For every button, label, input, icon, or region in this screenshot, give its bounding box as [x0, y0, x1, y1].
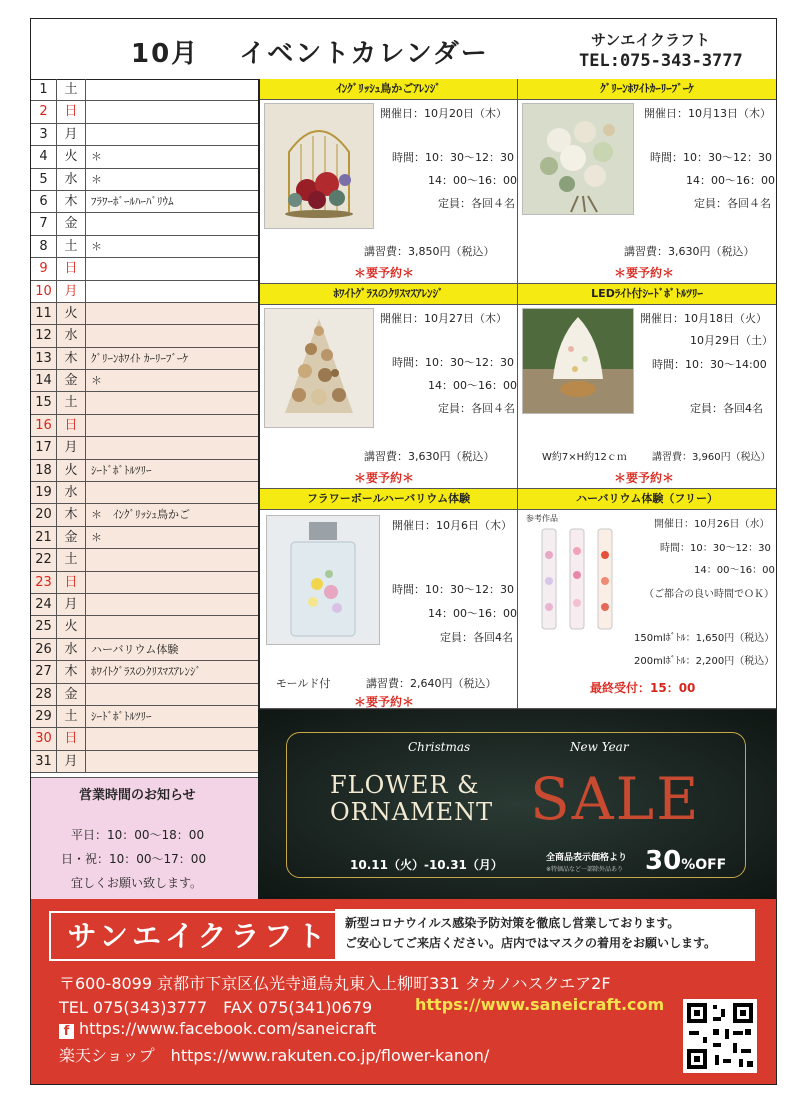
calendar-day: 5	[31, 169, 57, 190]
calendar-weekday: 木	[57, 348, 86, 369]
card-mold: モールド付	[276, 677, 331, 690]
calendar-day: 14	[31, 370, 57, 391]
calendar-weekday: 金	[57, 370, 86, 391]
led-tree-photo	[522, 308, 634, 414]
calendar-row	[31, 303, 258, 325]
event-card-english-birdcage	[260, 79, 518, 284]
calendar-day: 26	[31, 639, 57, 660]
card-fee: 講習費：3,630円（税込）	[624, 245, 755, 258]
xmas-tree-photo	[264, 308, 374, 428]
sale-line-2: ORNAMENT	[330, 798, 494, 826]
calendar-row	[31, 437, 258, 459]
calendar-weekday: 月	[57, 281, 86, 302]
card-title: フラワーボールハーバリウム体験	[260, 489, 517, 510]
calendar-row	[31, 661, 258, 683]
card-time-2: 14：00～16：00	[428, 607, 517, 620]
discount-number: 30	[645, 846, 682, 876]
footer-tel-fax: TEL 075(343)3777 FAX 075(341)0679	[59, 998, 373, 1017]
card-price-150: 150mlﾎﾞﾄﾙ：1,650円（税込）	[634, 633, 775, 644]
card-title: ハーバリウム体験（フリー）	[518, 489, 776, 510]
card-fee: 講習費：3,960円（税込）	[652, 452, 771, 463]
calendar-row	[31, 482, 258, 504]
card-date: 開催日：10月20日（木）	[380, 107, 507, 120]
card-date: 開催日：10月27日（木）	[380, 312, 507, 325]
calendar-day: 25	[31, 616, 57, 637]
calendar-day: 29	[31, 706, 57, 727]
sale-banner	[258, 709, 776, 900]
shop-footer	[31, 899, 776, 1084]
calendar-day: 23	[31, 572, 57, 593]
calendar-day: 7	[31, 213, 57, 234]
card-capacity: 定員：各回4名	[690, 402, 763, 415]
calendar-event: ﾌﾗﾜｰﾎﾞｰﾙﾊｰﾊﾞﾘｳﾑ	[91, 194, 174, 208]
calendar-row	[31, 728, 258, 750]
event-card-led-seed-bottle-tree	[518, 284, 776, 489]
card-title: ｸﾞﾘｰﾝﾎﾜｲﾄｶｰﾘｰﾌﾞｰｹ	[518, 79, 776, 100]
reservation-note: ＊要予約＊	[614, 266, 675, 280]
card-title: LEDﾗｲﾄ付ｼｰﾄﾞﾎﾞﾄﾙﾂﾘｰ	[518, 284, 776, 305]
calendar-day: 3	[31, 124, 57, 145]
calendar-weekday: 土	[57, 392, 86, 413]
calendar-weekday: 日	[57, 572, 86, 593]
website-link[interactable]: https://www.saneicraft.com	[415, 995, 665, 1014]
card-time-note: （ご都合の良い時間でＯＫ）	[644, 589, 774, 600]
sale-heading	[330, 772, 493, 826]
calendar-row	[31, 191, 258, 213]
business-hours-notice	[31, 777, 258, 901]
calendar-row	[31, 527, 258, 549]
calendar-weekday: 木	[57, 504, 86, 525]
discount-suffix: %OFF	[681, 857, 727, 873]
calendar-day: 13	[31, 348, 57, 369]
calendar-day: 24	[31, 594, 57, 615]
herbarium-bottles-photo	[526, 525, 630, 635]
calendar-row	[31, 549, 258, 571]
calendar-row	[31, 101, 258, 123]
page-title	[131, 33, 489, 70]
sale-new-year: New Year	[570, 740, 629, 754]
card-time-1: 時間：10：30～14:00	[652, 358, 767, 371]
event-flyer	[30, 18, 777, 1085]
calendar-day: 20	[31, 504, 57, 525]
calendar-weekday: 日	[57, 415, 86, 436]
sale-price-note: 全商品表示価格より	[546, 853, 628, 863]
calendar-weekday: 水	[57, 482, 86, 503]
calendar-row	[31, 706, 258, 728]
bouquet-photo	[522, 103, 634, 215]
sale-christmas: Christmas	[408, 740, 471, 754]
facebook-line[interactable]	[59, 1019, 376, 1039]
sale-dates: 10.11（火）-10.31（月）	[350, 858, 503, 872]
calendar-weekday: 金	[57, 527, 86, 548]
footer-shop-name: サンエイクラフト	[49, 911, 348, 961]
calendar-event: ｼｰﾄﾞﾎﾞﾄﾙﾂﾘｰ	[91, 709, 152, 723]
calendar-day: 12	[31, 325, 57, 346]
calendar-day: 1	[31, 79, 57, 100]
calendar-row	[31, 124, 258, 146]
calendar-row	[31, 236, 258, 258]
calendar-weekday: 月	[57, 124, 86, 145]
calendar-weekday: 水	[57, 639, 86, 660]
rakuten-link[interactable]: 楽天ショップ https://www.rakuten.co.jp/flower-kanon/	[59, 1046, 490, 1065]
hours-title: 営業時間のお知らせ	[79, 788, 196, 803]
calendar-row	[31, 348, 258, 370]
calendar-day: 11	[31, 303, 57, 324]
calendar-event: ＊	[91, 172, 102, 186]
calendar-event: ＊	[91, 239, 102, 253]
event-card-herbarium-free	[518, 489, 776, 709]
calendar-day: 6	[31, 191, 57, 212]
calendar-row	[31, 572, 258, 594]
calendar-day: 2	[31, 101, 57, 122]
calendar-row	[31, 392, 258, 414]
card-date: 開催日：10月6日（木）	[392, 519, 512, 532]
herbarium-cube-photo	[266, 515, 380, 645]
card-fee: 講習費：3,630円（税込）	[364, 450, 495, 463]
title-label: イベントカレンダー	[239, 39, 489, 69]
calendar-row	[31, 751, 258, 773]
calendar-event: ハーバリウム体験	[91, 642, 179, 656]
hours-weekday: 平日：10：00～18：00	[71, 828, 205, 842]
covid-notice	[335, 909, 755, 961]
calendar-event: ｸﾞﾘｰﾝﾎﾜｲﾄ ｶｰﾘｰﾌﾞｰｹ	[91, 351, 188, 365]
calendar-row	[31, 415, 258, 437]
calendar-day: 30	[31, 728, 57, 749]
reservation-note: ＊要予約＊	[354, 266, 415, 280]
calendar-event: ＊	[91, 374, 102, 388]
card-capacity: 定員：各回４名	[694, 197, 771, 210]
calendar-row	[31, 169, 258, 191]
notice-line-2: ご安心してご来店ください。店内ではマスクの着用をお願いします。	[345, 936, 717, 950]
calendar-row	[31, 79, 258, 101]
card-time-1: 時間：10：30～12：30	[660, 543, 771, 554]
notice-line-1: 新型コロナウイルス感染予防対策を徹底し営業しております。	[345, 916, 680, 930]
reservation-note: ＊要予約＊	[354, 471, 415, 485]
header-tel: TEL:075-343-3777	[579, 51, 743, 71]
calendar-weekday: 土	[57, 236, 86, 257]
calendar-day: 31	[31, 751, 57, 772]
calendar-day: 27	[31, 661, 57, 682]
calendar-weekday: 木	[57, 191, 86, 212]
card-capacity: 定員：各回４名	[438, 197, 515, 210]
calendar-weekday: 土	[57, 706, 86, 727]
event-card-flower-ball-herbarium	[260, 489, 518, 709]
calendar-row	[31, 594, 258, 616]
calendar-day: 4	[31, 146, 57, 167]
card-date-2: 10月29日（土）	[690, 334, 773, 347]
card-time-1: 時間：10：30～12：30	[392, 356, 514, 369]
reservation-note: ＊要予約＊	[614, 471, 675, 485]
card-date: 開催日：10月18日（火）	[640, 312, 767, 325]
calendar-event: ＊	[91, 150, 102, 164]
card-fee: 講習費：3,850円（税込）	[364, 245, 495, 258]
calendar-weekday: 火	[57, 460, 86, 481]
calendar-day: 9	[31, 258, 57, 279]
card-time-2: 14：00～16：00	[694, 565, 775, 576]
calendar-row	[31, 325, 258, 347]
qr-code-icon[interactable]	[683, 999, 757, 1073]
hours-closing: 宜しくお願い致します。	[71, 876, 203, 890]
calendar-weekday: 火	[57, 146, 86, 167]
calendar-row	[31, 460, 258, 482]
flyer-header	[31, 19, 776, 80]
card-time-2: 14：00～16：00	[428, 379, 517, 392]
calendar-day: 17	[31, 437, 57, 458]
calendar-weekday: 土	[57, 549, 86, 570]
sale-line-1: FLOWER &	[330, 771, 480, 799]
sale-discount	[645, 846, 726, 876]
calendar-row	[31, 258, 258, 280]
footer-address: 〒600-8099 京都市下京区仏光寺通烏丸東入上柳町331 タカノハスクエア2F	[59, 974, 611, 993]
calendar-row	[31, 504, 258, 526]
calendar-event: ＊	[91, 530, 102, 544]
calendar-row	[31, 639, 258, 661]
calendar-day: 28	[31, 684, 57, 705]
calendar-day: 16	[31, 415, 57, 436]
header-shop-name: サンエイクラフト	[591, 31, 710, 49]
calendar-row	[31, 281, 258, 303]
card-title: ﾎﾜｲﾄｸﾞﾗｽのｸﾘｽﾏｽｱﾚﾝｼﾞ	[260, 284, 517, 305]
calendar-weekday: 木	[57, 661, 86, 682]
facebook-icon: f	[59, 1024, 74, 1039]
card-date: 開催日：10月13日（木）	[644, 107, 771, 120]
calendar-day: 22	[31, 549, 57, 570]
calendar-day: 10	[31, 281, 57, 302]
calendar-day: 21	[31, 527, 57, 548]
calendar-day: 19	[31, 482, 57, 503]
calendar-weekday: 火	[57, 616, 86, 637]
calendar-weekday: 火	[57, 303, 86, 324]
card-time-1: 時間：10：30～12：30	[650, 151, 772, 164]
hours-holiday: 日・祝：10：00～17：00	[61, 852, 207, 866]
calendar-day: 8	[31, 236, 57, 257]
month-label: 10月	[131, 39, 200, 69]
calendar-row	[31, 616, 258, 638]
card-date: 開催日：10月26日（水）	[654, 519, 770, 530]
calendar-weekday: 月	[57, 594, 86, 615]
calendar-event: ｼｰﾄﾞﾎﾞﾄﾙﾂﾘｰ	[91, 463, 152, 477]
card-time-1: 時間：10：30～12：30	[392, 583, 514, 596]
calendar-weekday: 日	[57, 258, 86, 279]
event-card-green-white-bouquet	[518, 79, 776, 284]
calendar-weekday: 月	[57, 751, 86, 772]
calendar-weekday: 水	[57, 325, 86, 346]
calendar-event: ＊ ｲﾝｸﾞﾘｯｼｭ鳥かご	[91, 508, 190, 522]
card-time-2: 14：00～16：00	[428, 174, 517, 187]
calendar-event: ﾎﾜｲﾄｸﾞﾗｽのｸﾘｽﾏｽｱﾚﾝｼﾞ	[91, 665, 201, 679]
card-title: ｲﾝｸﾞﾘｯｼｭ鳥かごｱﾚﾝｼﾞ	[260, 79, 517, 100]
calendar-weekday: 日	[57, 101, 86, 122]
calendar-row	[31, 684, 258, 706]
card-capacity: 定員：各回4名	[440, 631, 513, 644]
card-time-1: 時間：10：30～12：30	[392, 151, 514, 164]
calendar-weekday: 金	[57, 684, 86, 705]
last-entry-note: 最終受付：15：00	[590, 681, 696, 695]
event-calendar	[31, 79, 258, 773]
sale-big-text: SALE	[530, 765, 701, 833]
reference-label: 参考作品	[526, 514, 558, 523]
event-card-white-glass-xmas	[260, 284, 518, 489]
calendar-day: 18	[31, 460, 57, 481]
facebook-link[interactable]: https://www.facebook.com/saneicraft	[79, 1019, 377, 1038]
calendar-weekday: 金	[57, 213, 86, 234]
card-time-2: 14：00～16：00	[686, 174, 775, 187]
calendar-row	[31, 213, 258, 235]
calendar-day: 15	[31, 392, 57, 413]
calendar-weekday: 日	[57, 728, 86, 749]
card-capacity: 定員：各回４名	[438, 402, 515, 415]
reservation-note: ＊要予約＊	[354, 695, 415, 709]
calendar-row	[31, 146, 258, 168]
sale-price-sub: ※特価品など一部除外品あり	[546, 866, 624, 873]
calendar-row	[31, 370, 258, 392]
card-price-200: 200mlﾎﾞﾄﾙ：2,200円（税込）	[634, 656, 775, 667]
calendar-weekday: 水	[57, 169, 86, 190]
calendar-weekday: 土	[57, 79, 86, 100]
card-fee: 講習費：2,640円（税込）	[366, 677, 497, 690]
calendar-weekday: 月	[57, 437, 86, 458]
card-size: W約7×H約12ｃｍ	[542, 452, 627, 463]
birdcage-photo	[264, 103, 374, 229]
